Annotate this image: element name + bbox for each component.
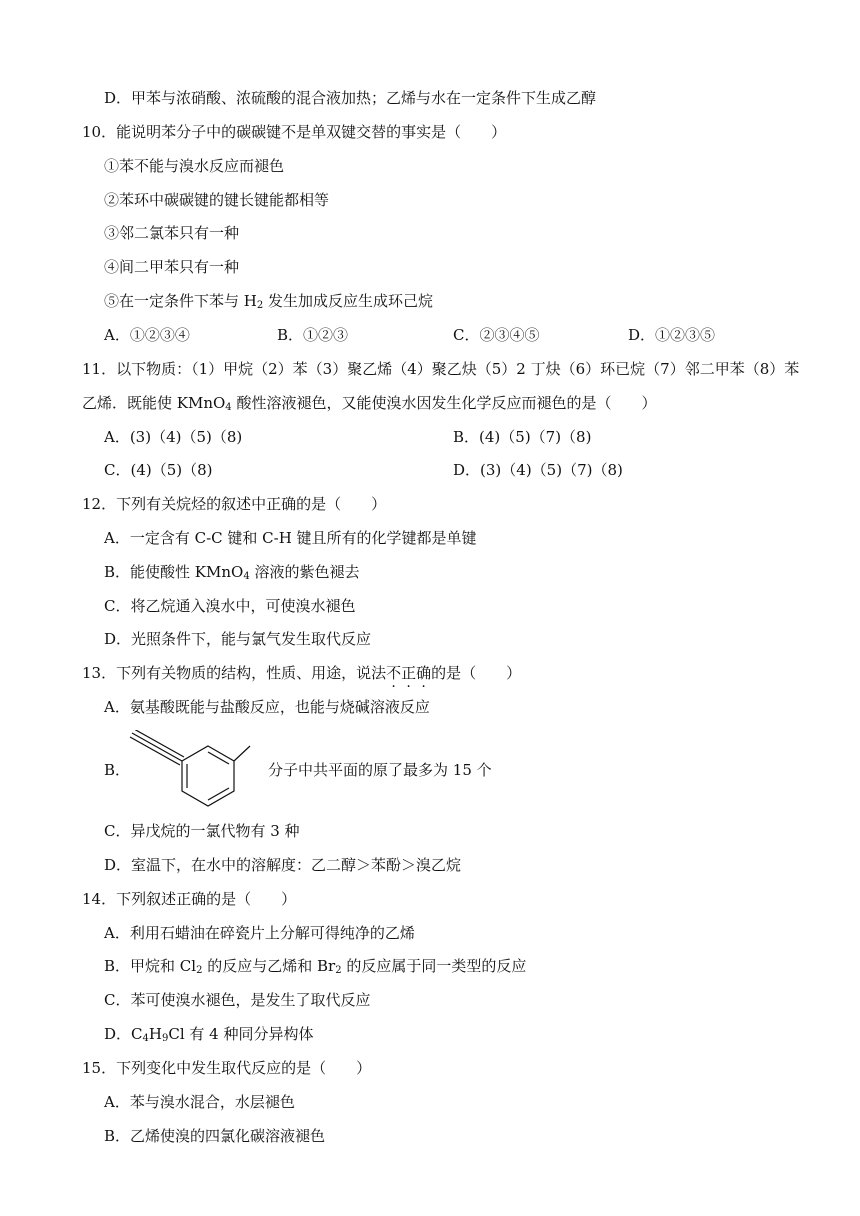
q14-option-d-c: Cl 有 4 种同分异构体 bbox=[168, 1025, 314, 1043]
q9-option-d: D．甲苯与浓硝酸、浓硫酸的混合液加热；乙烯与水在一定条件下生成乙醇 bbox=[104, 89, 597, 107]
q13-option-b-label: B． bbox=[104, 761, 131, 779]
q10-item-4: ④间二甲苯只有一种 bbox=[104, 258, 240, 276]
q15-stem: 15．下列变化中发生取代反应的是（ ） bbox=[82, 1059, 372, 1077]
q13-stem-post: 的是（ ） bbox=[431, 664, 522, 682]
q14-option-c: C．苯可使溴水褪色，是发生了取代反应 bbox=[104, 991, 371, 1009]
q13-stem-emph-2: 正 bbox=[401, 664, 417, 682]
q11-option-c: C．(4)（5)（8) bbox=[104, 461, 213, 479]
q12-option-b-pre: B．能使酸性 KMnO bbox=[104, 563, 244, 581]
q11-stem-line-1: 11．以下物质：（1）甲烷（2）苯（3）聚乙烯（4）聚乙炔（5）2 丁炔（6）环已烷（7）邻二甲苯（8）苯 bbox=[82, 360, 800, 378]
q12-option-d: D．光照条件下，能与氯气发生取代反应 bbox=[104, 630, 372, 648]
q12-option-a: A．一定含有 C-C 键和 C-H 键且所有的化学键都是单键 bbox=[104, 529, 477, 547]
q13-stem-pre: 13．下列有关物质的结构，性质、用途，说法 bbox=[82, 664, 387, 682]
q10-item-3: ③邻二氯苯只有一种 bbox=[104, 224, 240, 242]
q14-option-d bbox=[104, 1024, 313, 1044]
q13-stem-emph-3: 确 bbox=[416, 664, 432, 682]
q10-item-1: ①苯不能与溴水反应而褪色 bbox=[104, 157, 285, 175]
q11-stem-line-2 bbox=[82, 393, 656, 413]
q14-option-b-c: 的反应属于同一类型的反应 bbox=[341, 957, 527, 975]
q10-stem: 10．能说明苯分子中的碳碳键不是单双键交替的事实是（ ） bbox=[82, 123, 507, 141]
q11-stem-2-post: 酸性溶液褪色，又能使溴水因发生化学反应而褪色的是（ ） bbox=[231, 394, 657, 412]
q11-stem-2-pre: 乙烯．既能使 KMnO bbox=[82, 394, 226, 412]
q10-item-5 bbox=[104, 291, 433, 311]
q11-option-a: A．(3)（4)（5)（8) bbox=[104, 428, 243, 446]
q11-option-d: D．(3)（4)（5)（7)（8) bbox=[453, 461, 623, 479]
q11-option-b: B．(4)（5)（7)（8) bbox=[453, 428, 592, 446]
q14-option-d-sub-2: 9 bbox=[161, 1033, 169, 1044]
q10-item-5-post: 发生加成反应生成环己烷 bbox=[263, 292, 434, 310]
q10-option-c: C．②③④⑤ bbox=[453, 326, 540, 344]
q15-option-a: A．苯与溴水混合，水层褪色 bbox=[104, 1093, 295, 1111]
q10-item-5-sub: 2 bbox=[256, 300, 264, 311]
m-methylphenylacetylene-structure-icon bbox=[128, 730, 258, 810]
q13-option-b-text: 分子中共平面的原了最多为 15 个 bbox=[268, 761, 492, 779]
q13-option-a: A．氨基酸既能与盐酸反应，也能与烧碱溶液反应 bbox=[104, 698, 430, 716]
q14-option-b-sub-2: 2 bbox=[335, 965, 342, 976]
q10-option-a: A．①②③④ bbox=[104, 326, 190, 344]
q13-option-c: C．异戊烷的一氯代物有 3 种 bbox=[104, 822, 300, 840]
q15-option-b: B．乙烯使溴的四氯化碳溶液褪色 bbox=[104, 1127, 326, 1145]
q12-option-b-post: 溶液的紫色褪去 bbox=[249, 563, 360, 581]
q14-option-b bbox=[104, 956, 526, 976]
q12-stem: 12．下列有关烷烃的叙述中正确的是（ ） bbox=[82, 495, 387, 513]
q13-stem bbox=[82, 663, 521, 683]
q14-option-b-b: 的反应与乙烯和 Br bbox=[202, 957, 336, 975]
q14-option-d-b: H bbox=[148, 1025, 162, 1043]
q14-option-d-sub-1: 4 bbox=[142, 1033, 149, 1044]
q12-option-c: C．将乙烷通入溴水中，可使溴水褪色 bbox=[104, 597, 356, 615]
q13-option-d: D．室温下，在水中的溶解度：乙二醇＞苯酚＞溴乙烷 bbox=[104, 856, 462, 874]
q14-stem: 14．下列叙述正确的是（ ） bbox=[82, 890, 297, 908]
q12-option-b bbox=[104, 562, 359, 582]
q14-option-b-a: B．甲烷和 Cl bbox=[104, 957, 197, 975]
q10-option-d: D．①②③⑤ bbox=[628, 326, 716, 344]
q14-option-a: A．利用石蜡油在碎瓷片上分解可得纯净的乙烯 bbox=[104, 924, 415, 942]
q12-option-b-sub: 4 bbox=[243, 571, 250, 582]
q14-option-b-sub-1: 2 bbox=[196, 965, 203, 976]
q10-option-b: B．①②③ bbox=[277, 326, 349, 344]
q14-option-d-a: D．C bbox=[104, 1025, 143, 1043]
q10-item-5-pre: ⑤在一定条件下苯与 H bbox=[104, 292, 257, 310]
q10-item-2: ②苯环中碳碳键的键长键能都相等 bbox=[104, 191, 330, 209]
q11-stem-2-sub: 4 bbox=[225, 402, 232, 413]
q13-stem-emph-1: 不 bbox=[386, 664, 402, 682]
